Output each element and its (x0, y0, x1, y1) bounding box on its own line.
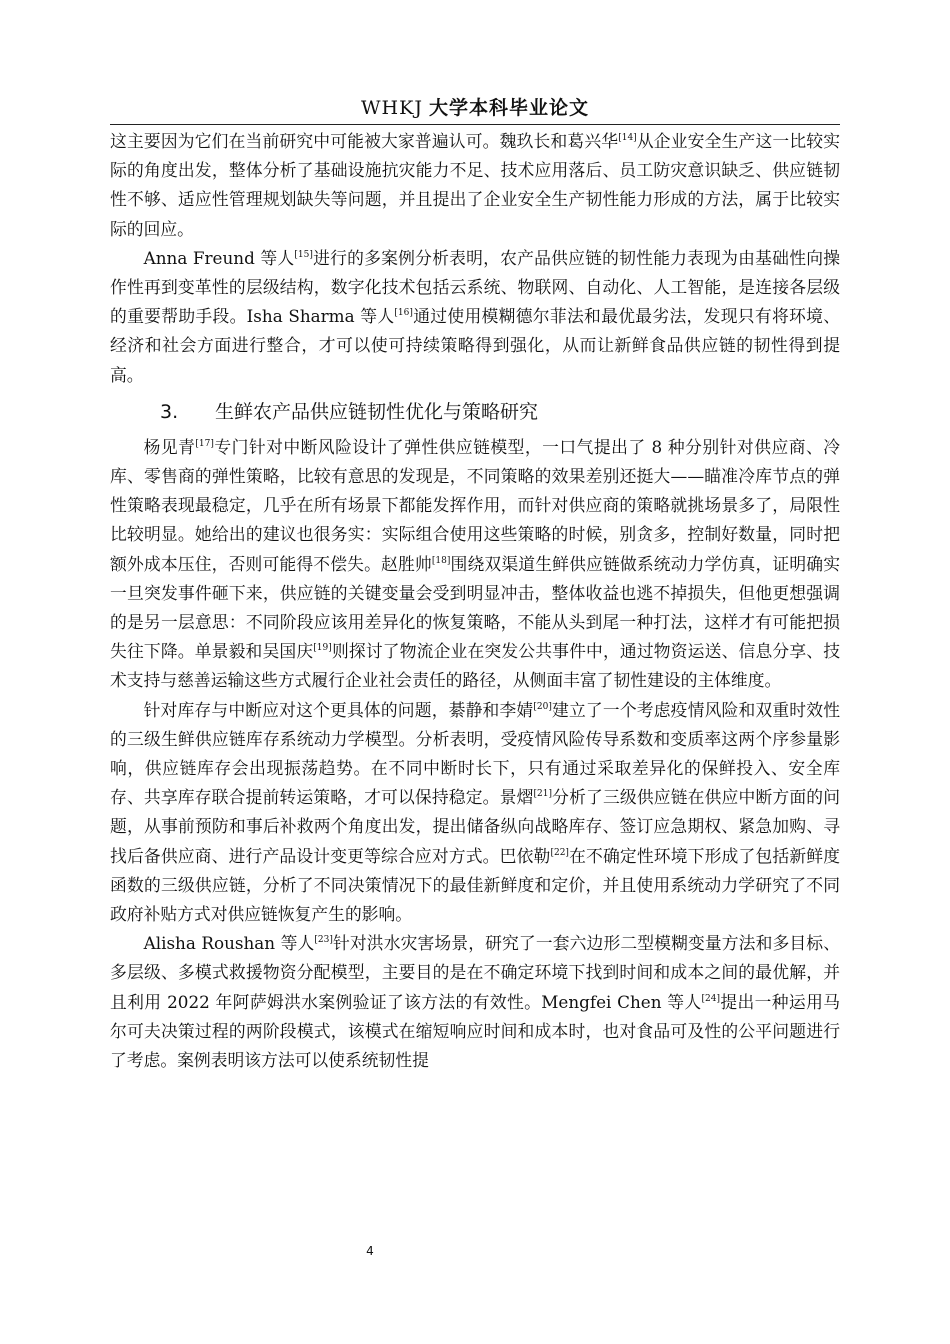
paragraph-text: 提出一种运用马尔可夫决策过程的两阶段模式，该模式在缩短响应时间和成本时，也对食品可及性的公平问题进行了考虑。案例表明该方法可以使系统韧性提 (110, 991, 840, 1071)
citation-ref: [16] (394, 308, 413, 319)
section-number: 3. (160, 400, 179, 423)
paragraph-1 (110, 127, 840, 244)
header-rule (110, 124, 840, 125)
citation-ref: [14] (618, 133, 637, 143)
paragraph-text: 从企业安全生产这一比较实际的角度出发，整体分析了基础设施抗灾能力不足、技术应用落后、员工防灾意识缺乏、供应链韧性不够、适应性管理规划缺失等问题，并且提出了企业安全生产韧性能力形成的方法，属于比较实际的回应。 (110, 131, 840, 239)
paragraph-text: 杨见青 (143, 436, 196, 457)
header-title: 大学本科毕业论文 (428, 97, 589, 119)
paragraph-text: 这主要因为它们在当前研究中可能被大家普遍认可。魏玖长和葛兴华 (110, 131, 619, 151)
citation-ref: [20] (533, 701, 552, 712)
citation-ref: [17] (195, 438, 214, 449)
paragraph-text: 建立了一个考虑疫情风险和双重时效性的三级生鲜供应链库存系统动力学模型。分析表明，受疫情风险传导系数和变质率这两个序参量影响，供应链库存会出现振荡趋势。在不同中断时长下，只有通过采取差异化的保鲜投入、安全库存、共享库存联合提前转运策略，才可以保持稳定。景熠 (110, 699, 840, 808)
paragraph-4 (110, 696, 840, 930)
citation-ref: [22] (550, 847, 569, 858)
paragraph-text: 进行的多案例分析表明，农产品供应链的韧性能力表现为由基础性向操作性再到变革性的层级结构，数字化技术包括云系统、物联网、自动化、人工智能，是连接各层级的重要帮助手段。Isha Sharma 等人 (110, 247, 840, 327)
page-number: 4 (366, 1244, 374, 1258)
citation-ref: [15] (294, 249, 313, 260)
citation-ref: [23] (314, 935, 333, 946)
citation-ref: [19] (313, 643, 332, 654)
paragraph-text: 通过使用模糊德尔菲法和最优最劣法，发现只有将环境、经济和社会方面进行整合，才可以使可持续策略得到强化，从而让新鲜食品供应链的韧性得到提高。 (110, 306, 840, 385)
citation-ref: [24] (701, 993, 720, 1004)
paragraph-text: 在不确定性环境下形成了包括新鲜度函数的三级供应链，分析了不同决策情况下的最佳新鲜度和定价，并且使用系统动力学研究了不同政府补贴方式对供应链恢复产生的影响。 (110, 845, 840, 925)
paragraph-text: 围绕双渠道生鲜供应链做系统动力学仿真，证明确实一旦突发事件砸下来，供应链的关键变量会受到明显冲击，整体收益也逃不掉损失，但他更想强调的是另一层意思：不同阶段应该用差异化的恢复策略，不能从头到尾一种打法，这样才有可能把损失往下降。单景毅和吴国庆 (110, 553, 840, 662)
running-header (110, 96, 840, 120)
paragraph-5 (110, 929, 840, 1075)
citation-ref: [21] (533, 789, 552, 800)
paragraph-text: 则探讨了物流企业在突发公共事件中，通过物资运送、信息分享、技术支持与慈善运输这些方式履行企业社会责任的路径，从侧面丰富了韧性建设的主体维度。 (110, 641, 840, 691)
paragraph-text: 分析了三级供应链在供应中断方面的问题，从事前预防和事后补救两个角度出发，提出储备纵向战略库存、签订应急期权、紧急加购、寻找后备供应商、进行产品设计变更等综合应对方式。巴依勒 (110, 787, 840, 866)
paragraph-3 (110, 433, 840, 696)
citation-ref: [18] (431, 555, 451, 566)
paragraph-2 (110, 244, 840, 390)
paragraph-text: 针对洪水灾害场景，研究了一套六边形二型模糊变量方法和多目标、多层级、多模式救援物资分配模型，主要目的是在不确定环境下找到时间和成本之间的最优解，并且利用 2022 年阿萨姆洪水案例验证了该方法的有效性。Mengfei Chen 等人 (110, 933, 840, 1012)
header-latin: WHKJ (361, 97, 423, 119)
paragraph-text: Alisha Roushan 等人 (143, 933, 315, 954)
paragraph-text: Anna Freund 等人 (143, 247, 295, 268)
paragraph-text: 针对库存与中断应对这个更具体的问题，綦静和李婧 (143, 699, 534, 720)
section-title: 生鲜农产品供应链韧性优化与策略研究 (215, 400, 539, 423)
paragraph-text: 专门针对中断风险设计了弹性供应链模型，一口气提出了 8 种分别针对供应商、冷库、零售商的弹性策略，比较有意思的发现是，不同策略的效果差别还挺大——瞄准冷库节点的弹性策略表现最稳定，几乎在所有场景下都能发挥作用，而针对供应商的策略就挑场景多了，局限性比较明显。她给出的建议也很务实：实际组合使用这些策略的时候，别贪多，控制好数量，同时把额外成本压住，否则可能得不偿失。赵胜帅 (110, 436, 840, 574)
section-heading (110, 397, 840, 427)
body-text (110, 127, 840, 1075)
